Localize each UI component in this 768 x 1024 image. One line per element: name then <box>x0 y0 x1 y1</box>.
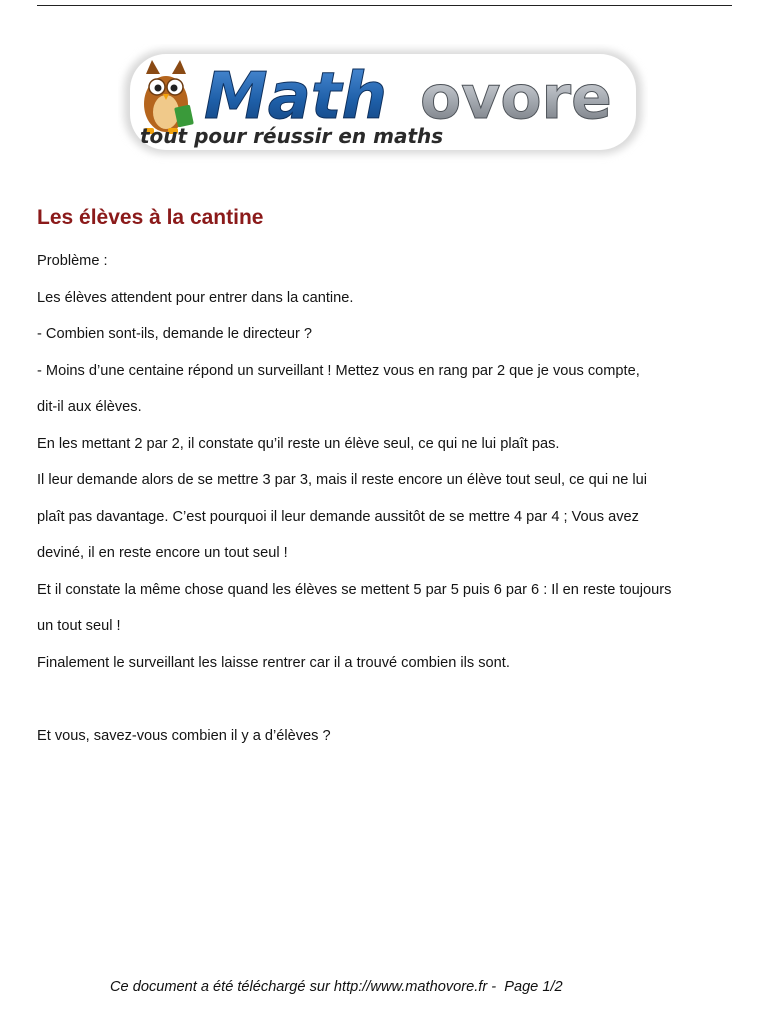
text-line: - Combien sont-ils, demande le directeur ? <box>37 326 312 342</box>
text-line: Il leur demande alors de se mettre 3 par 3, mais il reste encore un élève tout seul, ce qui ne lui <box>37 472 648 488</box>
logo-tagline: tout pour réussir en maths <box>140 124 444 148</box>
text-line: deviné, il en reste encore un tout seul ! <box>37 545 288 561</box>
text-line: plaît pas davantage. C’est pourquoi il leur demande aussitôt de se mettre 4 par 4 ; Vous avez <box>37 508 639 525</box>
text-line: Et il constate la même chose quand les élèves se mettent 5 par 5 puis 6 par 6 : Il en reste toujours <box>37 581 672 598</box>
footer-note: Ce document a été téléchargé sur http://www.mathovore.fr - Page 1/2 <box>110 979 563 995</box>
question-line: Et vous, savez-vous combien il y a d’élèves ? <box>37 727 331 744</box>
paragraph-gap <box>37 689 737 726</box>
logo-brand-ovore: ovore <box>420 63 612 133</box>
mathovore-logo <box>118 44 648 164</box>
problem-text <box>37 251 737 762</box>
text-line: dit-il aux élèves. <box>37 399 142 415</box>
document-title: Les élèves à la cantine <box>37 206 264 229</box>
text-line: En les mettant 2 par 2, il constate qu’il reste un élève seul, ce qui ne lui plaît pas. <box>37 435 560 452</box>
top-rule <box>37 5 732 6</box>
text-line: Problème : <box>37 253 108 269</box>
logo-brand-math: Math <box>204 60 388 134</box>
text-line: - Moins d’une centaine répond un surveillant ! Mettez vous en rang par 2 que je vous compte, <box>37 362 640 379</box>
text-line: Finalement le surveillant les laisse rentrer car il a trouvé combien ils sont. <box>37 654 510 671</box>
text-line: un tout seul ! <box>37 618 121 634</box>
text-line: Les élèves attendent pour entrer dans la cantine. <box>37 289 354 306</box>
